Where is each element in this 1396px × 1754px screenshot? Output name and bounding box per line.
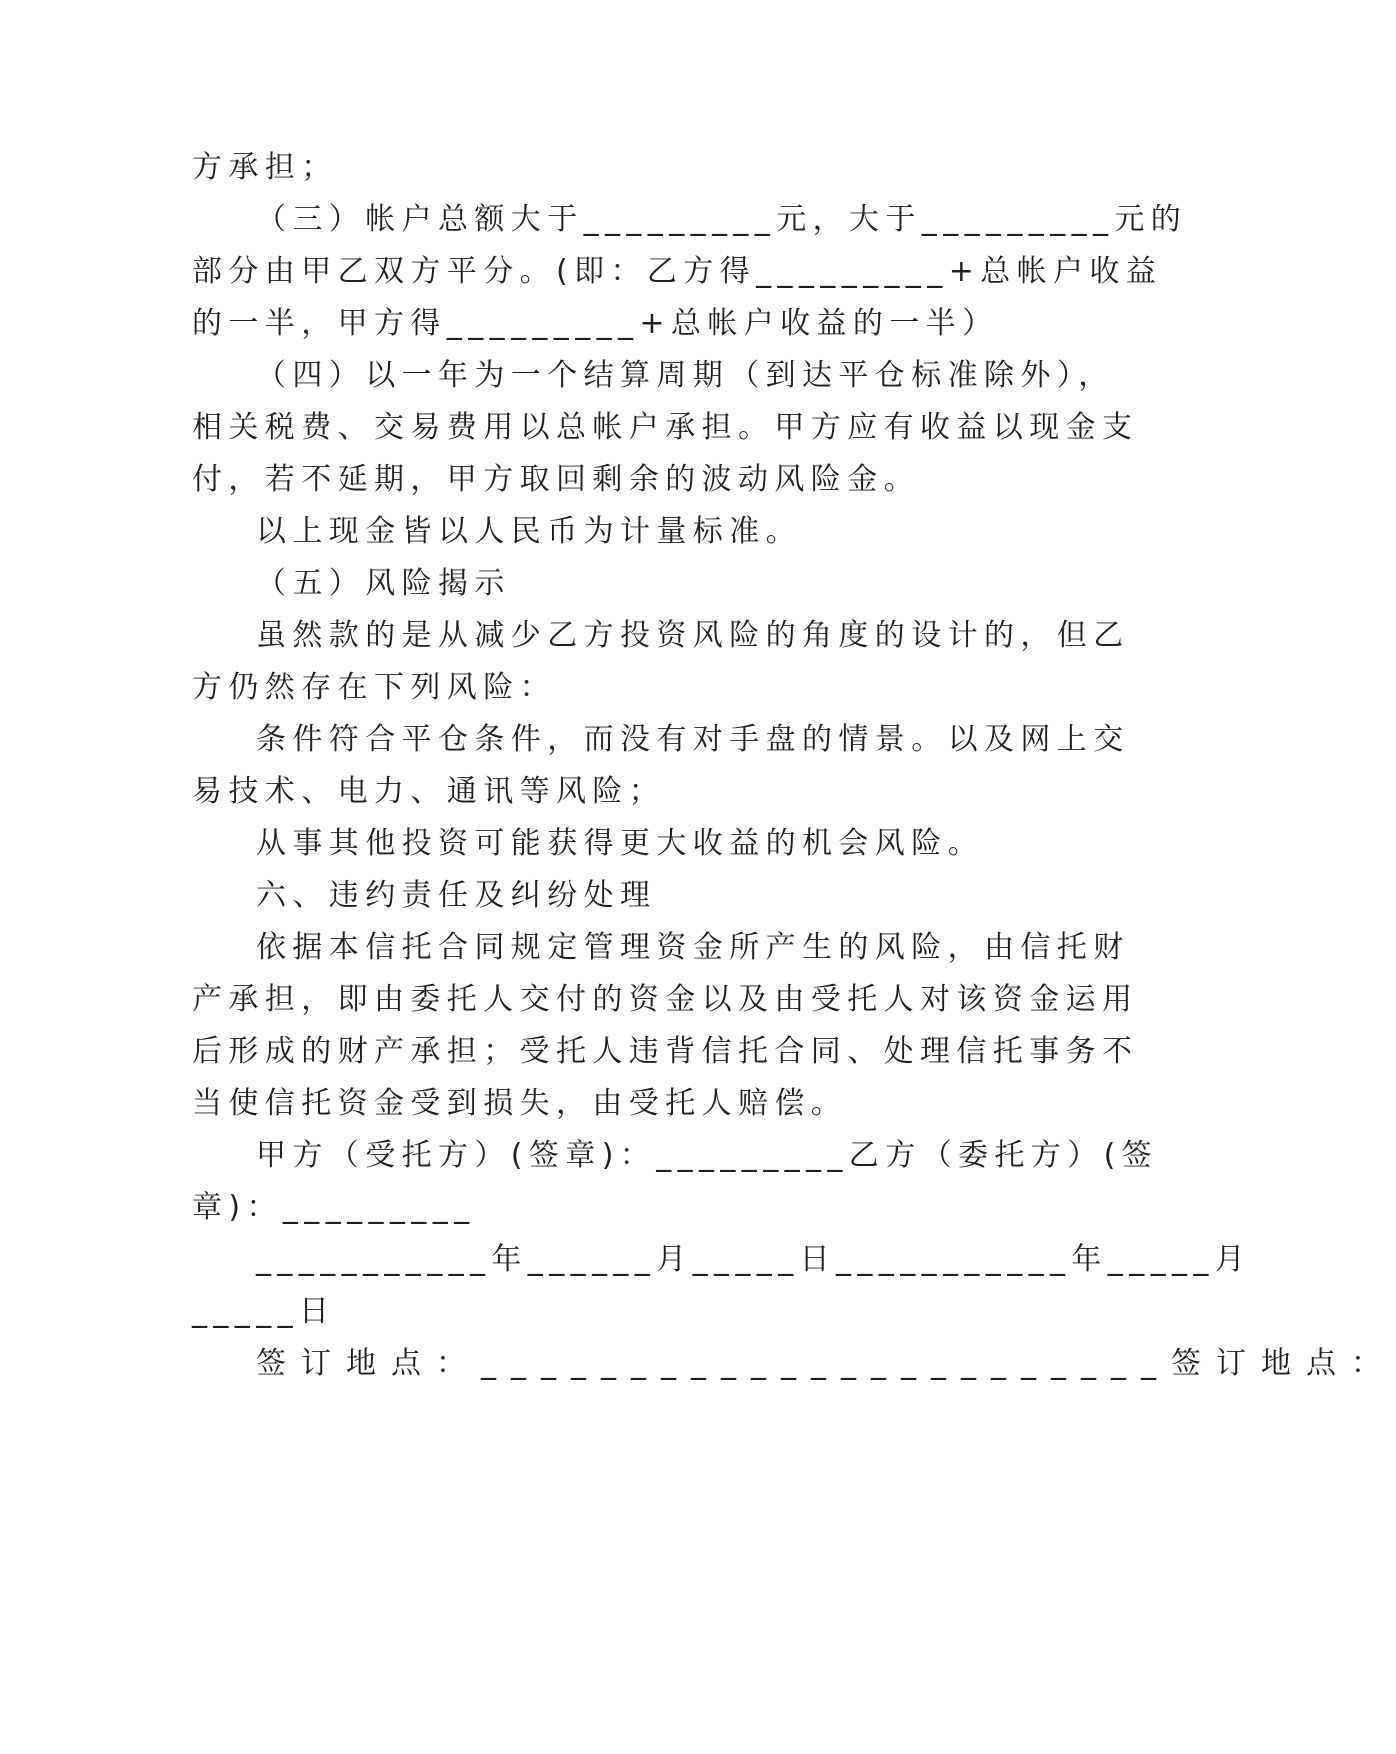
- text-line: （四）以一年为一个结算周期（到达平仓标准除外），: [256, 358, 1115, 393]
- text-line: 相关税费、交易费用以总帐户承担。甲方应有收益以现金支: [192, 410, 1139, 445]
- text-line: （三）帐户总额大于_________元，大于_________元的: [256, 202, 1188, 237]
- text-line: 依据本信托合同规定管理资金所产生的风险，由信托财: [256, 930, 1130, 965]
- text-line: 条件符合平仓条件，而没有对手盘的情景。以及网上交: [256, 722, 1130, 757]
- signing-place-line: 签订地点：_______________________签订地点：: [256, 1346, 1396, 1381]
- text-line: 后形成的财产承担；受托人违背信托合同、处理信托事务不: [192, 1034, 1139, 1069]
- signature-line: 甲方（受托方）(签章)：_________乙方（委托方）(签: [256, 1138, 1159, 1173]
- section-heading: 六、违约责任及纠纷处理: [256, 878, 657, 913]
- text-line: 虽然款的是从减少乙方投资风险的角度的设计的，但乙: [256, 618, 1130, 653]
- text-line: 当使信托资金受到损失，由受托人赔偿。: [192, 1086, 848, 1121]
- date-line: _____日: [192, 1294, 336, 1329]
- date-line: ___________年______月_____日___________年_____月: [256, 1242, 1252, 1277]
- text-line: 以上现金皆以人民币为计量标准。: [256, 514, 802, 549]
- text-line: 产承担，即由委托人交付的资金以及由受托人对该资金运用: [192, 982, 1139, 1017]
- text-line: 的一半，甲方得_________+总帐户收益的一半）: [192, 306, 999, 341]
- text-line: 方仍然存在下列风险：: [192, 670, 556, 705]
- text-line: 方承担；: [192, 150, 338, 185]
- text-line: 付，若不延期，甲方取回剩余的波动风险金。: [192, 462, 920, 497]
- section-heading: （五）风险揭示: [256, 566, 511, 601]
- text-line: 部分由甲乙双方平分。(即：乙方得_________+总帐户收益: [192, 254, 1163, 289]
- text-line: 从事其他投资可能获得更大收益的机会风险。: [256, 826, 984, 861]
- text-line: 易技术、电力、通讯等风险；: [192, 774, 666, 809]
- signature-line: 章)：_________: [192, 1190, 476, 1225]
